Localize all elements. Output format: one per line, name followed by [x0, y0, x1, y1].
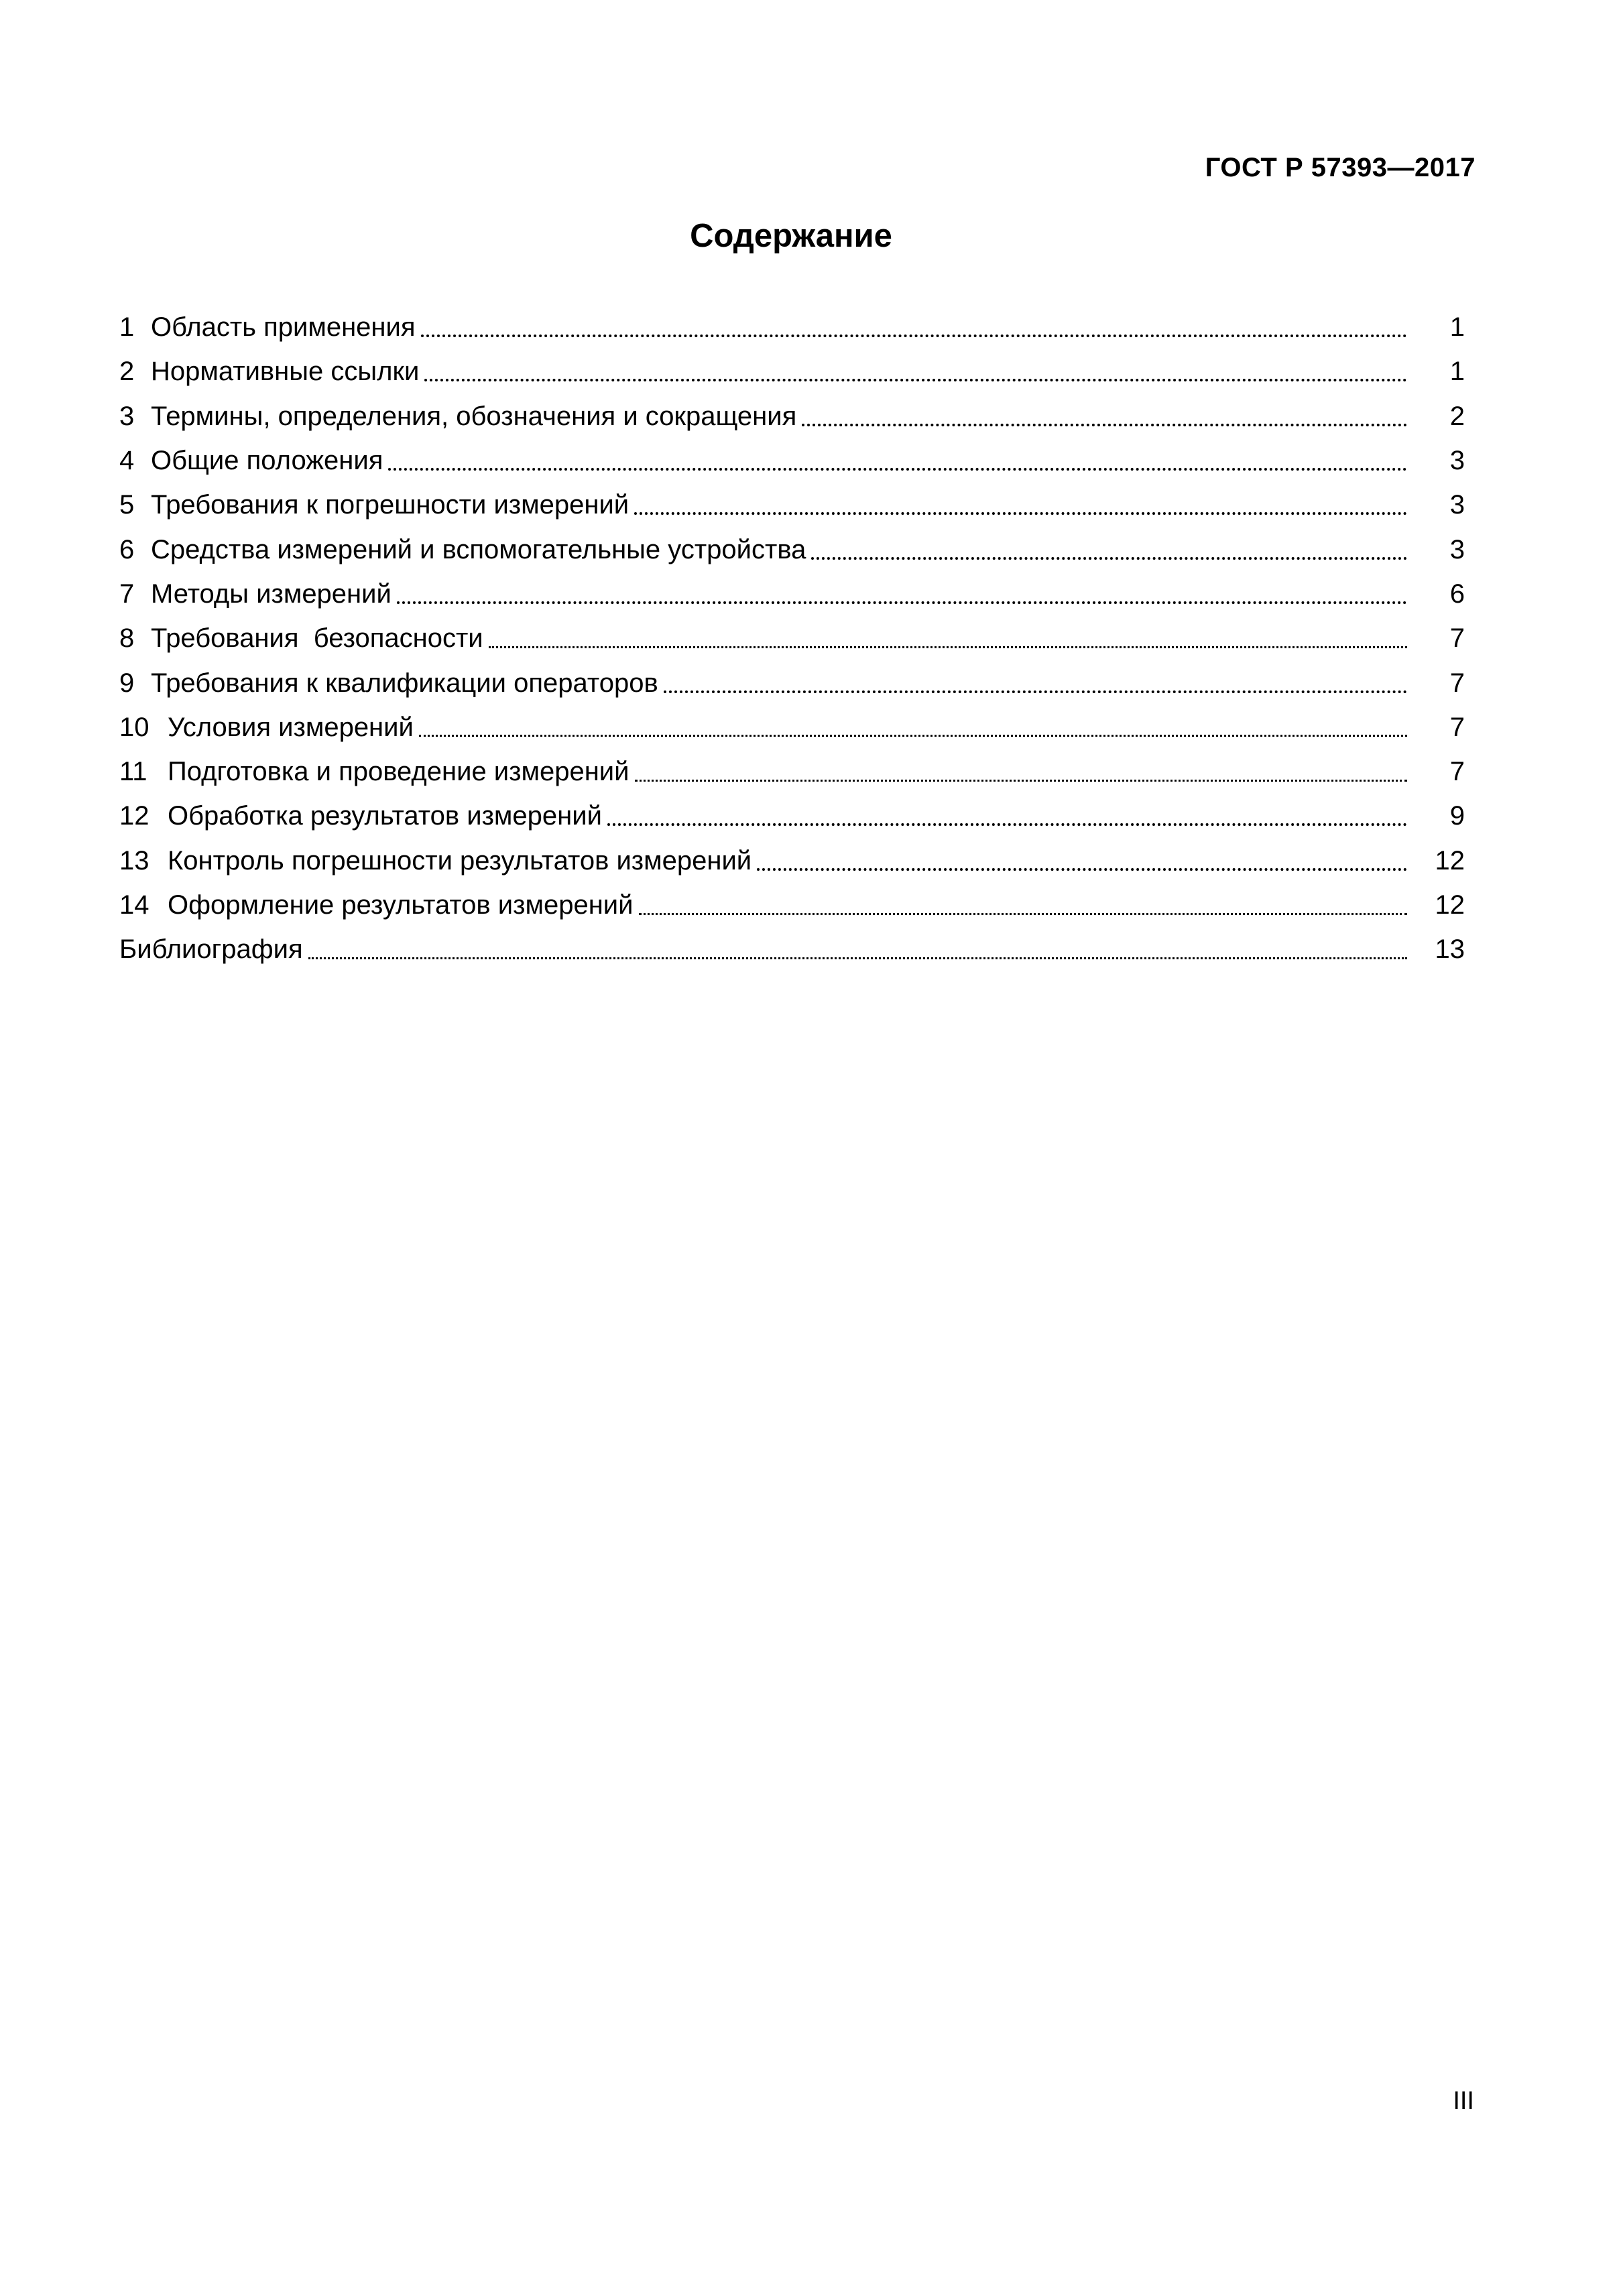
- toc-item-number: 13: [119, 845, 149, 875]
- toc-item-page: 13: [1435, 934, 1465, 965]
- toc-item-page: 12: [1435, 845, 1465, 875]
- toc-item-10[interactable]: [119, 705, 1465, 749]
- toc-item-page: 7: [1449, 712, 1465, 742]
- toc-item-page: 2: [1449, 401, 1465, 431]
- toc-item-label: Оформление результатов измерений: [168, 890, 634, 920]
- toc-item-bibliography[interactable]: [119, 927, 1465, 971]
- dot-leader: [419, 705, 1407, 749]
- toc-item-4[interactable]: [119, 438, 1465, 483]
- dot-leader: [489, 616, 1407, 660]
- dot-leader: [308, 927, 1407, 971]
- dot-leader: [388, 438, 1407, 483]
- toc-item-page: 7: [1449, 757, 1465, 787]
- dot-leader: [634, 483, 1407, 527]
- toc-item-number: 8: [119, 623, 135, 654]
- toc-item-label: Требования к погрешности измерений: [151, 490, 629, 520]
- toc-item-number: 4: [119, 446, 135, 476]
- toc-item-page: 7: [1449, 623, 1465, 654]
- toc-item-page: 3: [1449, 490, 1465, 520]
- toc-item-number: 7: [119, 579, 135, 609]
- toc-item-page: 9: [1449, 801, 1465, 831]
- dot-leader: [664, 660, 1407, 705]
- toc-item-14[interactable]: [119, 883, 1465, 927]
- table-of-contents: [119, 305, 1465, 971]
- toc-item-13[interactable]: [119, 839, 1465, 883]
- dot-leader: [607, 794, 1407, 838]
- dot-leader: [811, 527, 1407, 571]
- toc-item-label: Обработка результатов измерений: [168, 801, 602, 831]
- toc-item-number: 12: [119, 801, 149, 831]
- toc-item-label: Средства измерений и вспомогательные устройства: [151, 534, 806, 564]
- toc-item-label: Требования к квалификации операторов: [151, 668, 658, 698]
- toc-title: Содержание: [690, 218, 892, 254]
- toc-item-3[interactable]: [119, 394, 1465, 438]
- toc-item-label: Библиография: [119, 934, 303, 965]
- toc-item-8[interactable]: [119, 616, 1465, 660]
- toc-item-label: Подготовка и проведение измерений: [168, 757, 629, 787]
- toc-item-page: 1: [1449, 312, 1465, 343]
- toc-item-12[interactable]: [119, 794, 1465, 838]
- toc-item-label: Нормативные ссылки: [151, 357, 420, 387]
- toc-item-number: 10: [119, 712, 149, 742]
- toc-item-label: Область применения: [151, 312, 416, 343]
- toc-item-page: 3: [1449, 446, 1465, 476]
- toc-item-page: 1: [1449, 357, 1465, 387]
- dot-leader: [757, 839, 1407, 883]
- toc-item-7[interactable]: [119, 572, 1465, 616]
- toc-item-11[interactable]: [119, 749, 1465, 794]
- page-number: III: [1453, 2087, 1474, 2115]
- toc-item-number: 9: [119, 668, 135, 698]
- document-code: ГОСТ Р 57393—2017: [1205, 153, 1476, 182]
- toc-item-5[interactable]: [119, 483, 1465, 527]
- toc-item-label: Требования безопасности: [151, 623, 483, 654]
- dot-leader: [424, 349, 1407, 394]
- toc-item-1[interactable]: [119, 305, 1465, 349]
- toc-item-number: 1: [119, 312, 135, 343]
- toc-item-page: 12: [1435, 890, 1465, 920]
- toc-item-label: Термины, определения, обозначения и сокращения: [151, 401, 797, 431]
- dot-leader: [421, 305, 1407, 349]
- toc-item-page: 6: [1449, 579, 1465, 609]
- toc-item-number: 6: [119, 534, 135, 564]
- toc-item-number: 11: [119, 757, 147, 787]
- dot-leader: [802, 394, 1407, 438]
- toc-item-9[interactable]: [119, 660, 1465, 705]
- dot-leader: [635, 749, 1408, 794]
- toc-item-page: 7: [1449, 668, 1465, 698]
- toc-item-6[interactable]: [119, 527, 1465, 571]
- toc-item-2[interactable]: [119, 349, 1465, 394]
- toc-item-number: 2: [119, 357, 135, 387]
- toc-item-number: 3: [119, 401, 135, 431]
- toc-item-number: 14: [119, 890, 149, 920]
- toc-item-page: 3: [1449, 534, 1465, 564]
- dot-leader: [397, 572, 1407, 616]
- toc-item-label: Контроль погрешности результатов измерений: [168, 845, 752, 875]
- dot-leader: [639, 883, 1408, 927]
- toc-item-label: Методы измерений: [151, 579, 392, 609]
- toc-item-label: Условия измерений: [168, 712, 414, 742]
- toc-item-label: Общие положения: [151, 446, 383, 476]
- toc-item-number: 5: [119, 490, 135, 520]
